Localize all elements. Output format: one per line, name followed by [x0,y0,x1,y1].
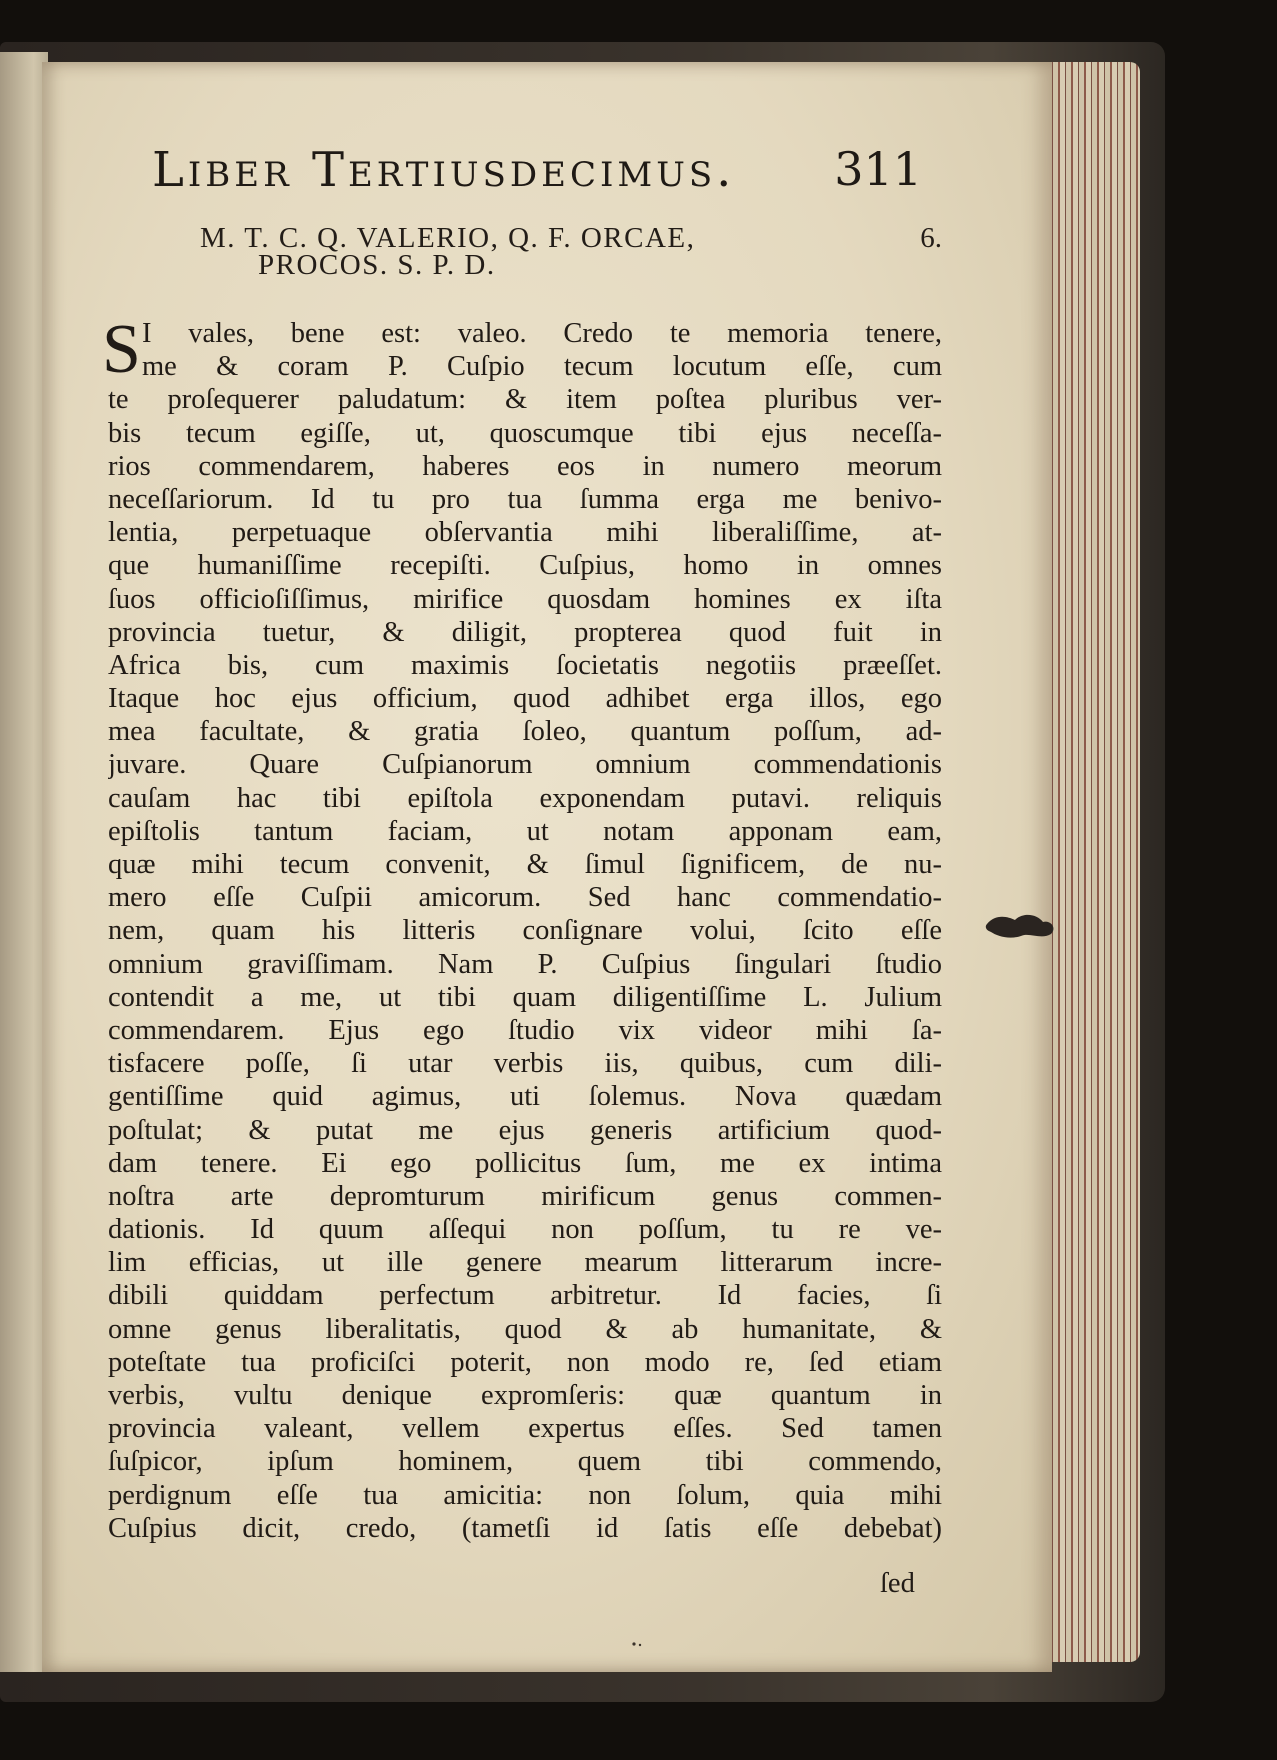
text-line: mea facultate, & gratia ſoleo, quantum poſſum, ad- [108,716,942,748]
text-line: provincia valeant, vellem expertus eſſes. Sed tamen [108,1413,942,1445]
text-line: quæ mihi tecum convenit, & ſimul ſignificem, de nu- [108,849,942,880]
text-line: epiſtolis tantum faciam, ut notam apponam eam, [108,815,942,847]
text-line: lentia, perpetuaque obſervantia mihi liberaliſſime, at- [108,517,942,549]
text-line: que humaniſſime recepiſti. Cuſpius, homo in omnes [108,550,942,582]
running-head [152,142,922,202]
text-line: me & coram P. Cuſpio tecum locutum eſſe, cum [142,351,942,383]
text-line: omnium graviſſimam. Nam P. Cuſpius ſingulari ſtudio [108,948,942,980]
text-line: te proſequerer paludatum: & item poſtea pluribus ver- [108,384,942,416]
facing-page-edge [0,52,48,1672]
text-line: dam tenere. Ei ego pollicitus ſum, me ex intima [108,1147,942,1179]
running-head-title: Liber Tertiusdecimus. [152,142,736,198]
page-edges [1040,62,1140,1662]
text-line: ſuos officioſiſſimus, mirifice quosdam homines ex iſta [108,583,942,615]
text-line: bis tecum egiſſe, ut, quoscumque tibi ejus neceſſa- [108,417,942,449]
paper-speck [630,1640,650,1648]
text-line: juvare. Quare Cuſpianorum omnium commendationis [108,749,942,781]
text-line: lim efficias, ut ille genere mearum litterarum incre- [108,1247,942,1279]
text-line: Itaque hoc ejus officium, quod adhibet erga illos, ego [108,683,942,715]
text-line: tisfacere poſſe, ſi utar verbis iis, quibus, cum dili- [108,1048,942,1080]
text-line: provincia tuetur, & diligit, propterea quod fuit in [108,616,942,648]
text-line: gentiſſime quid agimus, uti ſolemus. Nova quædam [108,1081,942,1113]
text-line: verbis, vultu denique expromſeris: quæ quantum in [108,1380,942,1411]
text-line: Africa bis, cum maximis ſocietatis negotiis præeſſet. [108,649,942,681]
text-line: neceſſariorum. Id tu pro tua ſumma erga me benivo- [108,483,942,515]
text-line: omne genus liberalitatis, quod & ab humanitate, & [108,1313,942,1345]
letter-heading-line2: PROCOS. S. P. D. [258,249,496,281]
text-line: rios commendarem, haberes eos in numero meorum [108,450,942,482]
text-line: nem, quam his litteris conſignare volui, ſcito eſſe [108,915,942,947]
text-line: cauſam hac tibi epiſtola exponendam putavi. reliquis [108,782,942,814]
letter-heading-line1: M. T. C. Q. VALERIO, Q. F. ORCAE, [200,222,696,254]
text-line: commendarem. Ejus ego ſtudio vix videor mihi ſa- [108,1014,942,1046]
text-line: ſuſpicor, ipſum hominem, quem tibi commendo, [108,1446,942,1478]
letter-body [102,311,942,1545]
text-line: perdignum eſſe tua amicitia: non ſolum, quia mihi [108,1479,942,1511]
text-line: mero eſſe Cuſpii amicorum. Sed hanc commendatio- [108,882,942,914]
ink-blot-mark [985,910,1057,940]
text-line: dationis. Id quum aſſequi non poſſum, tu re ve- [108,1214,942,1246]
text-line: Cuſpius dicit, credo, (tametſi id ſatis eſſe debebat) [108,1512,942,1544]
page-number: 311 [834,142,922,196]
drop-cap: S [102,311,141,388]
text-line: contendit a me, ut tibi quam diligentiſſime L. Julium [108,981,942,1013]
text-line: noſtra arte depromturum mirificum genus commen- [108,1180,942,1212]
catchword: ſed [880,1568,915,1599]
text-line: dibili quiddam perfectum arbitretur. Id facies, ſi [108,1280,942,1312]
text-line: I vales, bene est: valeo. Credo te memoria tenere, [142,318,942,349]
letter-number: 6. [920,222,942,254]
text-line: poteſtate tua proficiſci poterit, non modo re, ſed etiam [108,1346,942,1378]
letter-heading [200,222,942,282]
text-line: poſtulat; & putat me ejus generis artificium quod- [108,1114,942,1146]
